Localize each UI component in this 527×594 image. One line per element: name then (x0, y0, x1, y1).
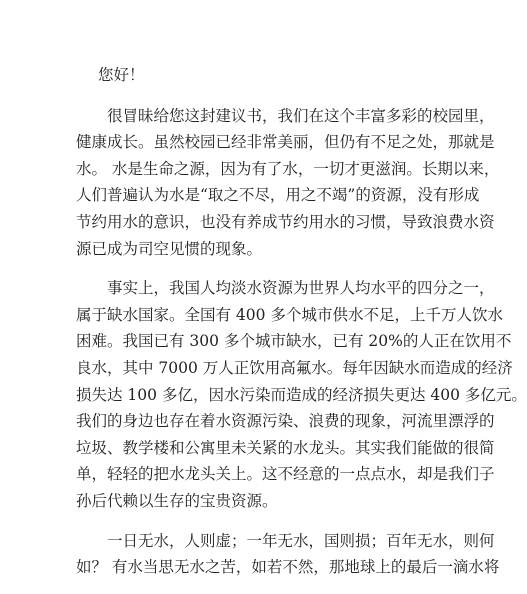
paragraph-2-line-9: 孙后代赖以生存的宝贵资源。 (76, 491, 278, 510)
paragraph-2-line-1: 事实上，我国人均淡水资源为世界人均水平的四分之一， (107, 279, 495, 298)
paragraph-2-line-4: 良水，其中 7000 万人正饮用高氟水。每年因缺水而造成的经济 (76, 358, 513, 377)
paragraph-2-line-8: 单，轻轻的把水龙头关上。这不经意的一点点水，却是我们子 (76, 465, 495, 484)
paragraph-3-line-2: 如？ 有水当思无水之苦，如若不然，那地球上的最后一滴水将 (76, 558, 500, 577)
paragraph-1-line-6: 源已成为司空见惯的现象。 (76, 239, 263, 258)
paragraph-1 (76, 103, 500, 263)
paragraph-2-line-2: 属于缺水国家。全国有 400 多个城市供水不足，上千万人饮水 (76, 305, 503, 324)
greeting: 您好！ (98, 66, 145, 84)
paragraph-1-line-1: 很冒昧给您这封建议书，我们在这个丰富多彩的校园里， (107, 106, 495, 125)
paragraph-3 (76, 528, 500, 581)
paragraph-2-line-6: 我们的身边也存在着水资源污染、浪费的现象，河流里漂浮的 (76, 412, 495, 431)
paragraph-1-line-3: 水。 水是生命之源，因为有了水，一切才更滋润。长期以来， (76, 159, 500, 178)
paragraph-1-line-5: 节约用水的意识，也没有养成节约用水的习惯，导致浪费水资 (76, 212, 495, 231)
paragraph-2-line-7: 垃圾、教学楼和公寓里未关紧的水龙头。其实我们能做的很简 (76, 438, 495, 457)
paragraph-1-line-4: 人们普遍认为水是“取之不尽，用之不竭”的资源，没有形成 (76, 186, 480, 205)
paragraph-2-line-5: 损失达 100 多亿，因水污染而造成的经济损失更达 400 多亿元。 (76, 385, 527, 404)
paragraph-3-line-1: 一日无水，人则虚；一年无水，国则损；百年无水，则何 (107, 531, 495, 550)
letter-body (76, 62, 527, 594)
paragraph-2-line-3: 困难。我国已有 300 多个城市缺水，已有 20%的人正在饮用不 (76, 332, 512, 351)
paragraph-1-line-2: 健康成长。虽然校园已经非常美丽，但仍有不足之处，那就是 (76, 133, 495, 152)
paragraph-2 (76, 275, 527, 514)
